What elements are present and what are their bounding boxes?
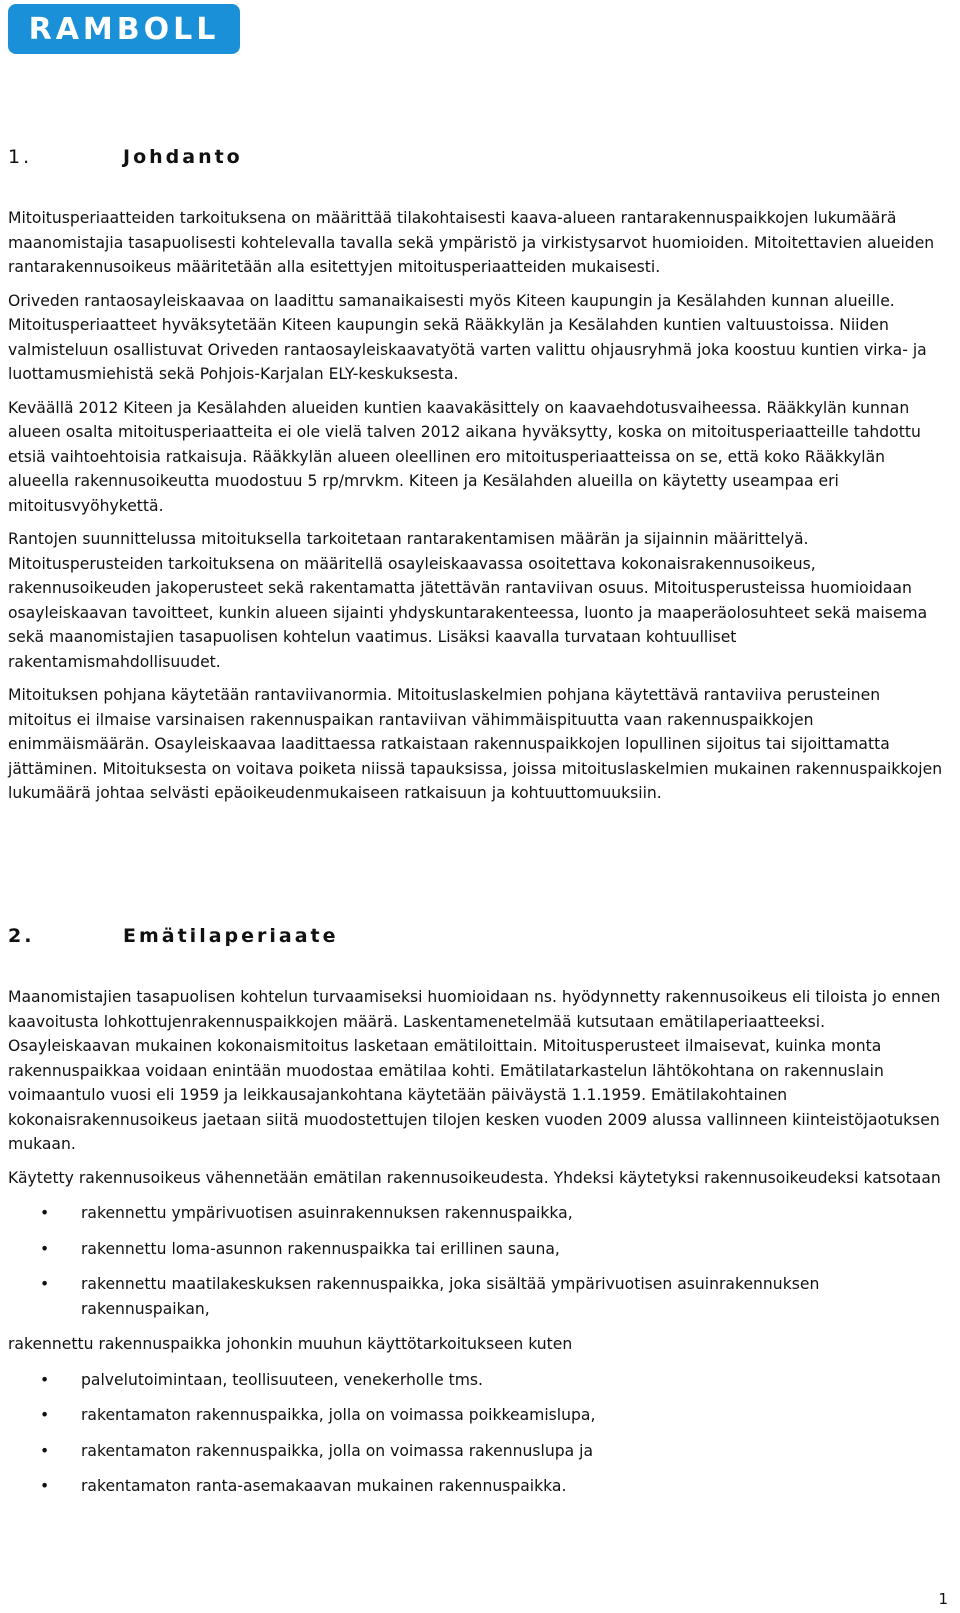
bullet-list — [8, 1368, 943, 1499]
section-2-heading — [8, 925, 339, 947]
section-2-body — [8, 985, 943, 1510]
list-item-text: rakentamaton rakennuspaikka, jolla on voimassa poikkeamislupa, — [81, 1406, 596, 1424]
paragraph: Mitoituksen pohjana käytetään rantaviivanormia. Mitoituslaskelmien pohjana käytettävä rantaviiva perusteinen mitoitus ei ilmaise varsinaisen rakennuspaikan rantaviivan vähimmäispituutta vaan rakennuspaikkojen enimmäismäärän. Osayleiskaavaa laadittaessa ratkaistaan rakennuspaikkojen lopullinen sijoitus tai sijoittamatta jättäminen. Mitoituksesta on voitava poiketa niissä tapauksissa, joissa mitoituslaskelmien mukainen rakennuspaikkojen lukumäärä johtaa selvästi epäoikeudenmukaiseen ratkaisuun ja kohtuuttomuuksiin. — [8, 686, 943, 802]
ramboll-logo — [8, 4, 240, 54]
bullet-icon: • — [40, 1477, 50, 1495]
list-item — [8, 1368, 943, 1393]
list-item — [8, 1272, 943, 1321]
paragraph: Rantojen suunnittelussa mitoituksella tarkoitetaan rantarakentamisen määrän ja sijainnin määrittelyä. Mitoitusperusteiden tarkoituksena on määritellä osayleiskaavassa osoitettava kokonaisrakennusoikeus, rakennusoikeuden jakoperusteet sekä rakentamatta jätettävän rantaviivan osuus. Mitoitusperusteissa huomioidaan osayleiskaavan tavoitteet, kunkin alueen sijainti yhdyskuntarakenteessa, luonto ja maaperäolosuhteet sekä maisema sekä maanomistajien tasapuolisen kohtelun vaatimus. Lisäksi kaavalla turvataan kohtuulliset rakentamismahdollisuudet. — [8, 530, 928, 671]
list-item-text: palvelutoimintaan, teollisuuteen, venekerholle tms. — [81, 1370, 484, 1389]
bullet-icon: • — [40, 1406, 50, 1424]
section-number: 2. — [8, 925, 35, 947]
section-1-heading — [8, 146, 243, 168]
list-intro: rakennettu rakennuspaikka johonkin muuhun käyttötarkoitukseen kuten — [8, 1335, 573, 1353]
section-title: Johdanto — [123, 146, 243, 168]
list-item — [8, 1403, 943, 1428]
list-item-text: rakentamaton ranta-asemakaavan mukainen rakennuspaikka. — [81, 1477, 567, 1495]
page-number: 1 — [938, 1590, 948, 1608]
paragraph: Käytetty rakennusoikeus vähennetään emätilan rakennusoikeudesta. Yhdeksi käytetyksi rakennusoikeudeksi katsotaan — [8, 1168, 941, 1187]
paragraph: Mitoitusperiaatteiden tarkoituksena on määrittää tilakohtaisesti kaava-alueen rantarakennuspaikkojen lukumäärä maanomistajia tasapuolisesti kohtelevalla tavalla sekä ympäristö ja virkistysarvot huomioiden. Mitoitettavien alueiden rantarakennusoikeus määritetään alla esitettyjen mitoitusperiaatteiden mukaisesti. — [8, 209, 935, 276]
logo-text: RAMBOLL — [28, 11, 220, 47]
list-item-text: rakennettu maatilakeskuksen rakennuspaikka, joka sisältää ympärivuotisen asuinrakennuksen rakennuspaikan, — [81, 1275, 820, 1318]
list-item-text: rakennettu loma-asunnon rakennuspaikka tai erillinen sauna, — [81, 1239, 560, 1258]
list-item-text: rakennettu ympärivuotisen asuinrakennuksen rakennuspaikka, — [81, 1204, 573, 1222]
bullet-icon: • — [40, 1441, 50, 1460]
list-item — [8, 1439, 943, 1464]
section-1-body — [8, 206, 943, 815]
bullet-icon: • — [40, 1370, 50, 1389]
list-item — [8, 1237, 943, 1262]
bullet-icon: • — [40, 1204, 50, 1222]
list-item-text: rakentamaton rakennuspaikka, jolla on voimassa rakennuslupa ja — [81, 1441, 594, 1460]
list-item — [8, 1474, 943, 1499]
bullet-icon: • — [40, 1239, 50, 1258]
bullet-list — [8, 1201, 943, 1321]
paragraph: Maanomistajien tasapuolisen kohtelun turvaamiseksi huomioidaan ns. hyödynnetty rakennusoikeus eli tiloista jo ennen kaavoitusta lohkottujenrakennuspaikkojen määrä. Laskentamenetelmää kutsutaan emätilaperiaatteeksi. Osayleiskaavan mukainen kokonaismitoitus lasketaan emätiloittain. Mitoitusperusteet ilmaisevat, kuinka monta rakennuspaikkaa voidaan enintään muodostaa emätilaa kohti. Emätilatarkastelun lähtökohtana on rakennuslain voimaantulo vuosi eli 1959 ja leikkausajankohtana käytetään päiväystä 1.1.1959. Emätilakohtainen kokonaisrakennusoikeus jaetaan siitä muodostettujen tilojen kesken vuoden 2009 alussa vallinneen kiinteistöjaotuksen mukaan. — [8, 988, 941, 1153]
section-title: Emätilaperiaate — [123, 925, 339, 947]
list-item — [8, 1201, 943, 1226]
paragraph: Keväällä 2012 Kiteen ja Kesälahden alueiden kuntien kaavakäsittely on kaavaehdotusvaiheessa. Rääkkylän kunnan alueen osalta mitoitusperiaatteita ei ole vielä talven 2012 aikana hyväksytty, koska on mitoitusperiaatteille tahdottu etsiä vaihtoehtoisia ratkaisuja. Rääkkylän alueen oleellinen ero mitoitusperiaatteissa on se, että koko Rääkkylän alueella rakennusoikeutta muodostuu 5 rp/mrvkm. Kiteen ja Kesälahden alueilla on käytetty useampaa eri mitoitusvyöhykettä. — [8, 398, 921, 515]
paragraph: Oriveden rantaosayleiskaavaa on laadittu samanaikaisesti myös Kiteen kaupungin ja Kesälahden kunnan alueille. Mitoitusperiaatteet hyväksytetään Kiteen kaupungin sekä Rääkkylän ja Kesälahden kuntien valtuustoissa. Niiden valmisteluun osallistuvat Oriveden rantaosayleiskaavatyötä varten valittu ohjausryhmä joka koostuu kuntien virka- ja luottamusmiehistä sekä Pohjois-Karjalan ELY-keskuksesta. — [8, 291, 927, 383]
section-number: 1. — [8, 146, 33, 168]
bullet-icon: • — [40, 1275, 50, 1293]
